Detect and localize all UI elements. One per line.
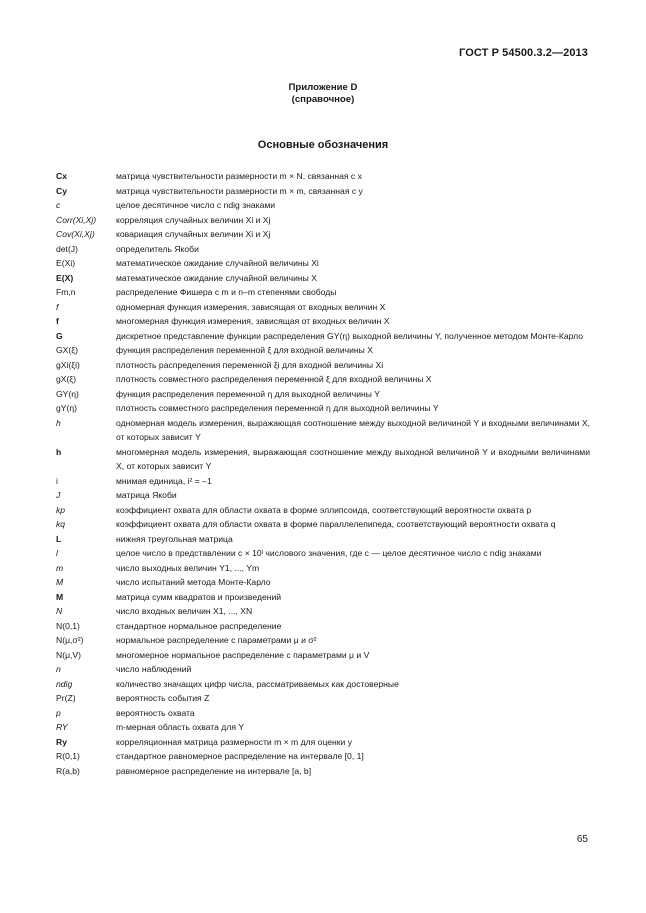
symbol: N — [56, 606, 63, 616]
symbol-row — [56, 764, 590, 779]
symbol-description: вероятность события Z — [116, 693, 210, 703]
symbol-row — [56, 604, 590, 619]
symbol-description: плотность совместного распределения переменной η для выходной величины Y — [116, 403, 439, 413]
symbol-description: m-мерная область охвата для Y — [116, 722, 245, 732]
symbol: gXi(ξi) — [56, 359, 80, 370]
section-title: Основные обозначения — [257, 139, 389, 151]
symbol-row — [56, 677, 590, 692]
symbol-row — [56, 590, 590, 605]
symbol: Corr(Xi,Xj) — [56, 214, 97, 225]
symbol: Cx — [56, 171, 67, 181]
symbol: N(μ,σ²) — [56, 635, 84, 645]
symbol-row — [56, 532, 590, 547]
symbol-row — [56, 648, 590, 663]
symbol-description: матрица чувствительности размерности m × N, связанная с x — [116, 171, 362, 181]
symbol-row — [56, 387, 590, 402]
symbol: kq — [56, 519, 66, 529]
symbol: J — [56, 490, 61, 500]
symbol-row — [56, 184, 590, 199]
symbol: h — [56, 417, 61, 428]
symbol-description: число выходных величин Y1, ..., Ym — [116, 562, 260, 573]
symbol-description: функция распределения переменной η для выходной величины Y — [116, 388, 381, 399]
symbol-description: мнимая единица, i² = –1 — [116, 475, 212, 486]
symbol-description: число наблюдений — [116, 664, 192, 674]
symbol-description: вероятность охвата — [116, 707, 195, 718]
symbol: GX(ξ) — [56, 345, 78, 355]
symbol-description: количество значащих цифр числа, рассматриваемых как достоверные — [116, 678, 399, 689]
symbol-description: математическое ожидание случайной величины X — [116, 272, 317, 283]
symbol-description: матрица сумм квадратов и произведений — [116, 591, 282, 602]
symbol-row — [56, 169, 590, 184]
symbol: GY(η) — [56, 388, 79, 399]
symbol-row — [56, 213, 590, 228]
symbol: R(0,1) — [56, 751, 80, 761]
symbol-description: многомерное нормальное распределение с параметрами μ и V — [116, 649, 370, 660]
symbol-row — [56, 416, 590, 445]
symbol: l — [56, 548, 58, 558]
symbol-row — [56, 401, 590, 416]
symbol-description: стандартное равномерное распределение на интервале [0, 1] — [116, 751, 364, 761]
symbol-description: функция распределения переменной ξ для входной величины X — [116, 345, 373, 355]
symbol: f — [56, 316, 59, 326]
symbol-row — [56, 358, 590, 373]
symbol-description: распределение Фишера с m и n–m степенями свободы — [116, 287, 337, 297]
symbol-row — [56, 474, 590, 489]
symbol-row — [56, 619, 590, 634]
symbol-description: число испытаний метода Монте-Карло — [116, 577, 271, 587]
symbol-description: одномерная модель измерения, выражающая соотношение между выходной величиной Y и входными величинами X, от которых зависит Y — [116, 417, 590, 442]
symbol: M — [56, 577, 64, 587]
symbol: N(μ,V) — [56, 649, 82, 660]
symbol: Fm,n — [56, 287, 76, 297]
symbol: n — [56, 664, 61, 674]
page-number: 65 — [576, 834, 588, 845]
symbol: gY(η) — [56, 403, 78, 413]
symbol-row — [56, 488, 590, 503]
symbol-row — [56, 662, 590, 677]
annex-title: Приложение D — [288, 82, 358, 93]
symbol: M — [56, 591, 64, 602]
symbol-row — [56, 633, 590, 648]
symbol-description: одномерная функция измерения, зависящая от входных величин X — [116, 301, 386, 312]
symbol-description: нижняя треугольная матрица — [116, 533, 233, 544]
symbol-row — [56, 706, 590, 721]
symbols-list — [56, 169, 590, 778]
symbol-description: ковариация случайных величин Xi и Xj — [116, 229, 271, 239]
symbol-description: стандартное нормальное распределение — [116, 620, 282, 631]
symbol-description: число входных величин X1, ..., XN — [116, 606, 253, 616]
symbol: h — [56, 446, 62, 457]
symbol-row — [56, 300, 590, 315]
symbol-description: определитель Якоби — [116, 243, 199, 254]
symbol-row — [56, 285, 590, 300]
symbol-row — [56, 503, 590, 518]
symbol-description: корреляция случайных величин Xi и Xj — [116, 214, 271, 225]
symbol-row — [56, 256, 590, 271]
annex-subtitle: (справочное) — [291, 94, 355, 105]
symbol: c — [56, 200, 61, 210]
symbol-row — [56, 691, 590, 706]
symbol: RY — [56, 722, 68, 732]
symbol-description: плотность распределения переменной ξi для входной величины Xi — [116, 359, 384, 370]
symbol: i — [56, 475, 58, 486]
symbol-description: многомерная модель измерения, выражающая соотношение между выходной величиной Y и входными величинами X, от которых зависит Y — [116, 446, 590, 471]
symbol: Pr(Z) — [56, 693, 76, 703]
symbol: R(a,b) — [56, 765, 80, 776]
symbol-row — [56, 271, 590, 286]
symbol: det(J) — [56, 243, 78, 254]
symbol-description: равномерное распределение на интервале [a, b] — [116, 765, 312, 776]
symbol-row — [56, 372, 590, 387]
symbol-description: плотность совместного распределения переменной ξ для входной величины X — [116, 374, 432, 384]
symbol: Ry — [56, 736, 67, 747]
symbol: Cy — [56, 185, 67, 196]
symbol: E(Xi) — [56, 258, 76, 268]
symbol-row — [56, 561, 590, 576]
symbol-row — [56, 749, 590, 764]
symbol-description: математическое ожидание случайной величины Xi — [116, 258, 319, 268]
symbol-row — [56, 329, 590, 344]
symbol: ndig — [56, 678, 73, 689]
symbol: Cov(Xi,Xj) — [56, 229, 95, 239]
symbol-row — [56, 546, 590, 561]
symbol: G — [56, 330, 63, 341]
symbol-description: коэффициент охвата для области охвата в форме эллипсоида, соответствующий вероятности охвата p — [116, 504, 532, 515]
symbol-row — [56, 720, 590, 735]
symbol-description: дискретное представление функции распределения GY(η) выходной величины Y, полученное методом Монте-Карло — [116, 330, 583, 341]
standard-code: ГОСТ Р 54500.3.2—2013 — [459, 47, 588, 59]
symbol-row — [56, 343, 590, 358]
symbol-description: целое число в представлении c × 10ˡ числового значения, где c — целое десятичное число с ndig знаками — [116, 548, 542, 558]
symbol-row — [56, 735, 590, 750]
symbol: N(0,1) — [56, 620, 80, 631]
symbol-description: многомерная функция измерения, зависящая от входных величин X — [116, 316, 390, 326]
symbol-row — [56, 445, 590, 474]
symbol-row — [56, 242, 590, 257]
symbol-row — [56, 198, 590, 213]
symbol: m — [56, 562, 64, 573]
symbol-row — [56, 575, 590, 590]
symbol-description: нормальное распределение с параметрами μ и σ² — [116, 635, 317, 645]
symbol-description: целое десятичное число с ndig знаками — [116, 200, 276, 210]
symbol: gX(ξ) — [56, 374, 77, 384]
symbol: f — [56, 301, 59, 312]
symbol-row — [56, 517, 590, 532]
symbol: p — [56, 707, 61, 718]
symbol-row — [56, 314, 590, 329]
symbol-row — [56, 227, 590, 242]
symbol-description: матрица Якоби — [116, 490, 177, 500]
symbol-description: матрица чувствительности размерности m × m, связанная с y — [116, 185, 363, 196]
symbol: kp — [56, 504, 66, 515]
symbol-description: корреляционная матрица размерности m × m для оценки y — [116, 736, 353, 747]
symbol-description: коэффициент охвата для области охвата в форме параллелепипеда, соответствующий вероятности охвата q — [116, 519, 556, 529]
symbol: E(X) — [56, 272, 74, 283]
symbol: L — [56, 533, 62, 544]
